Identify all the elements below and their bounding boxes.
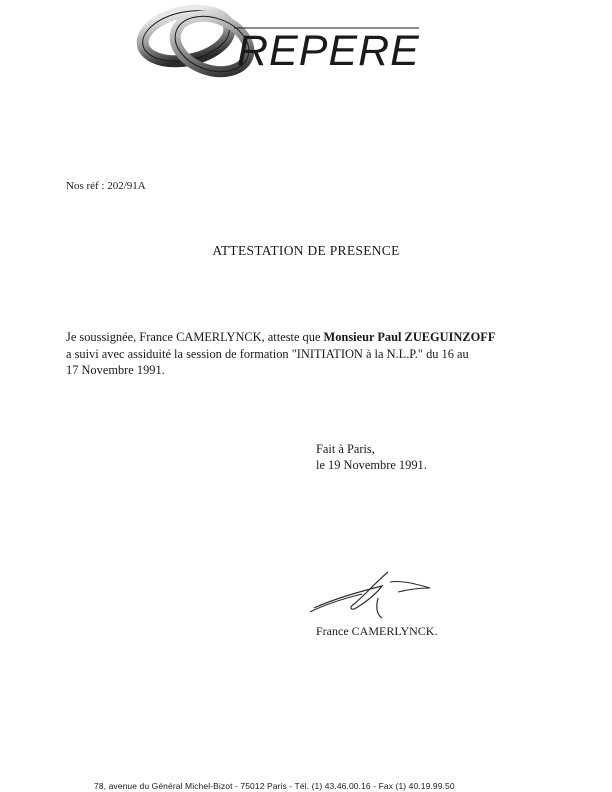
handwritten-signature xyxy=(306,568,442,624)
date-text: le 19 Novembre 1991. xyxy=(316,458,427,472)
body-line-3: 17 Novembre 1991. xyxy=(66,363,165,377)
document-title: ATTESTATION DE PRESENCE xyxy=(212,243,400,258)
signer-name: France CAMERLYNCK. xyxy=(316,624,438,638)
attendee-name: Monsieur Paul ZUEGUINZOFF xyxy=(323,330,496,344)
body-line-1 xyxy=(66,329,552,346)
letterhead-logo xyxy=(134,0,424,88)
signature-icon xyxy=(306,568,442,624)
body-line-1-text: Je soussignée, France CAMERLYNCK, atteste que xyxy=(66,330,324,344)
place-and-date xyxy=(316,441,427,473)
reference-number: Nos réf : 202/91A xyxy=(66,180,146,192)
body-line-2: a suivi avec assiduité la session de formation "INITIATION à la N.L.P." du 16 au xyxy=(66,346,469,361)
brand-name: REPERE xyxy=(237,27,420,75)
footer-address: 78, avenue du Général Michel-Bizot - 75012 Paris - Tél. (1) 43.46.00.16 - Fax (1) 40.19.99.50 xyxy=(94,781,455,791)
place-text: Fait à Paris, xyxy=(316,442,375,456)
attestation-body xyxy=(66,329,552,379)
